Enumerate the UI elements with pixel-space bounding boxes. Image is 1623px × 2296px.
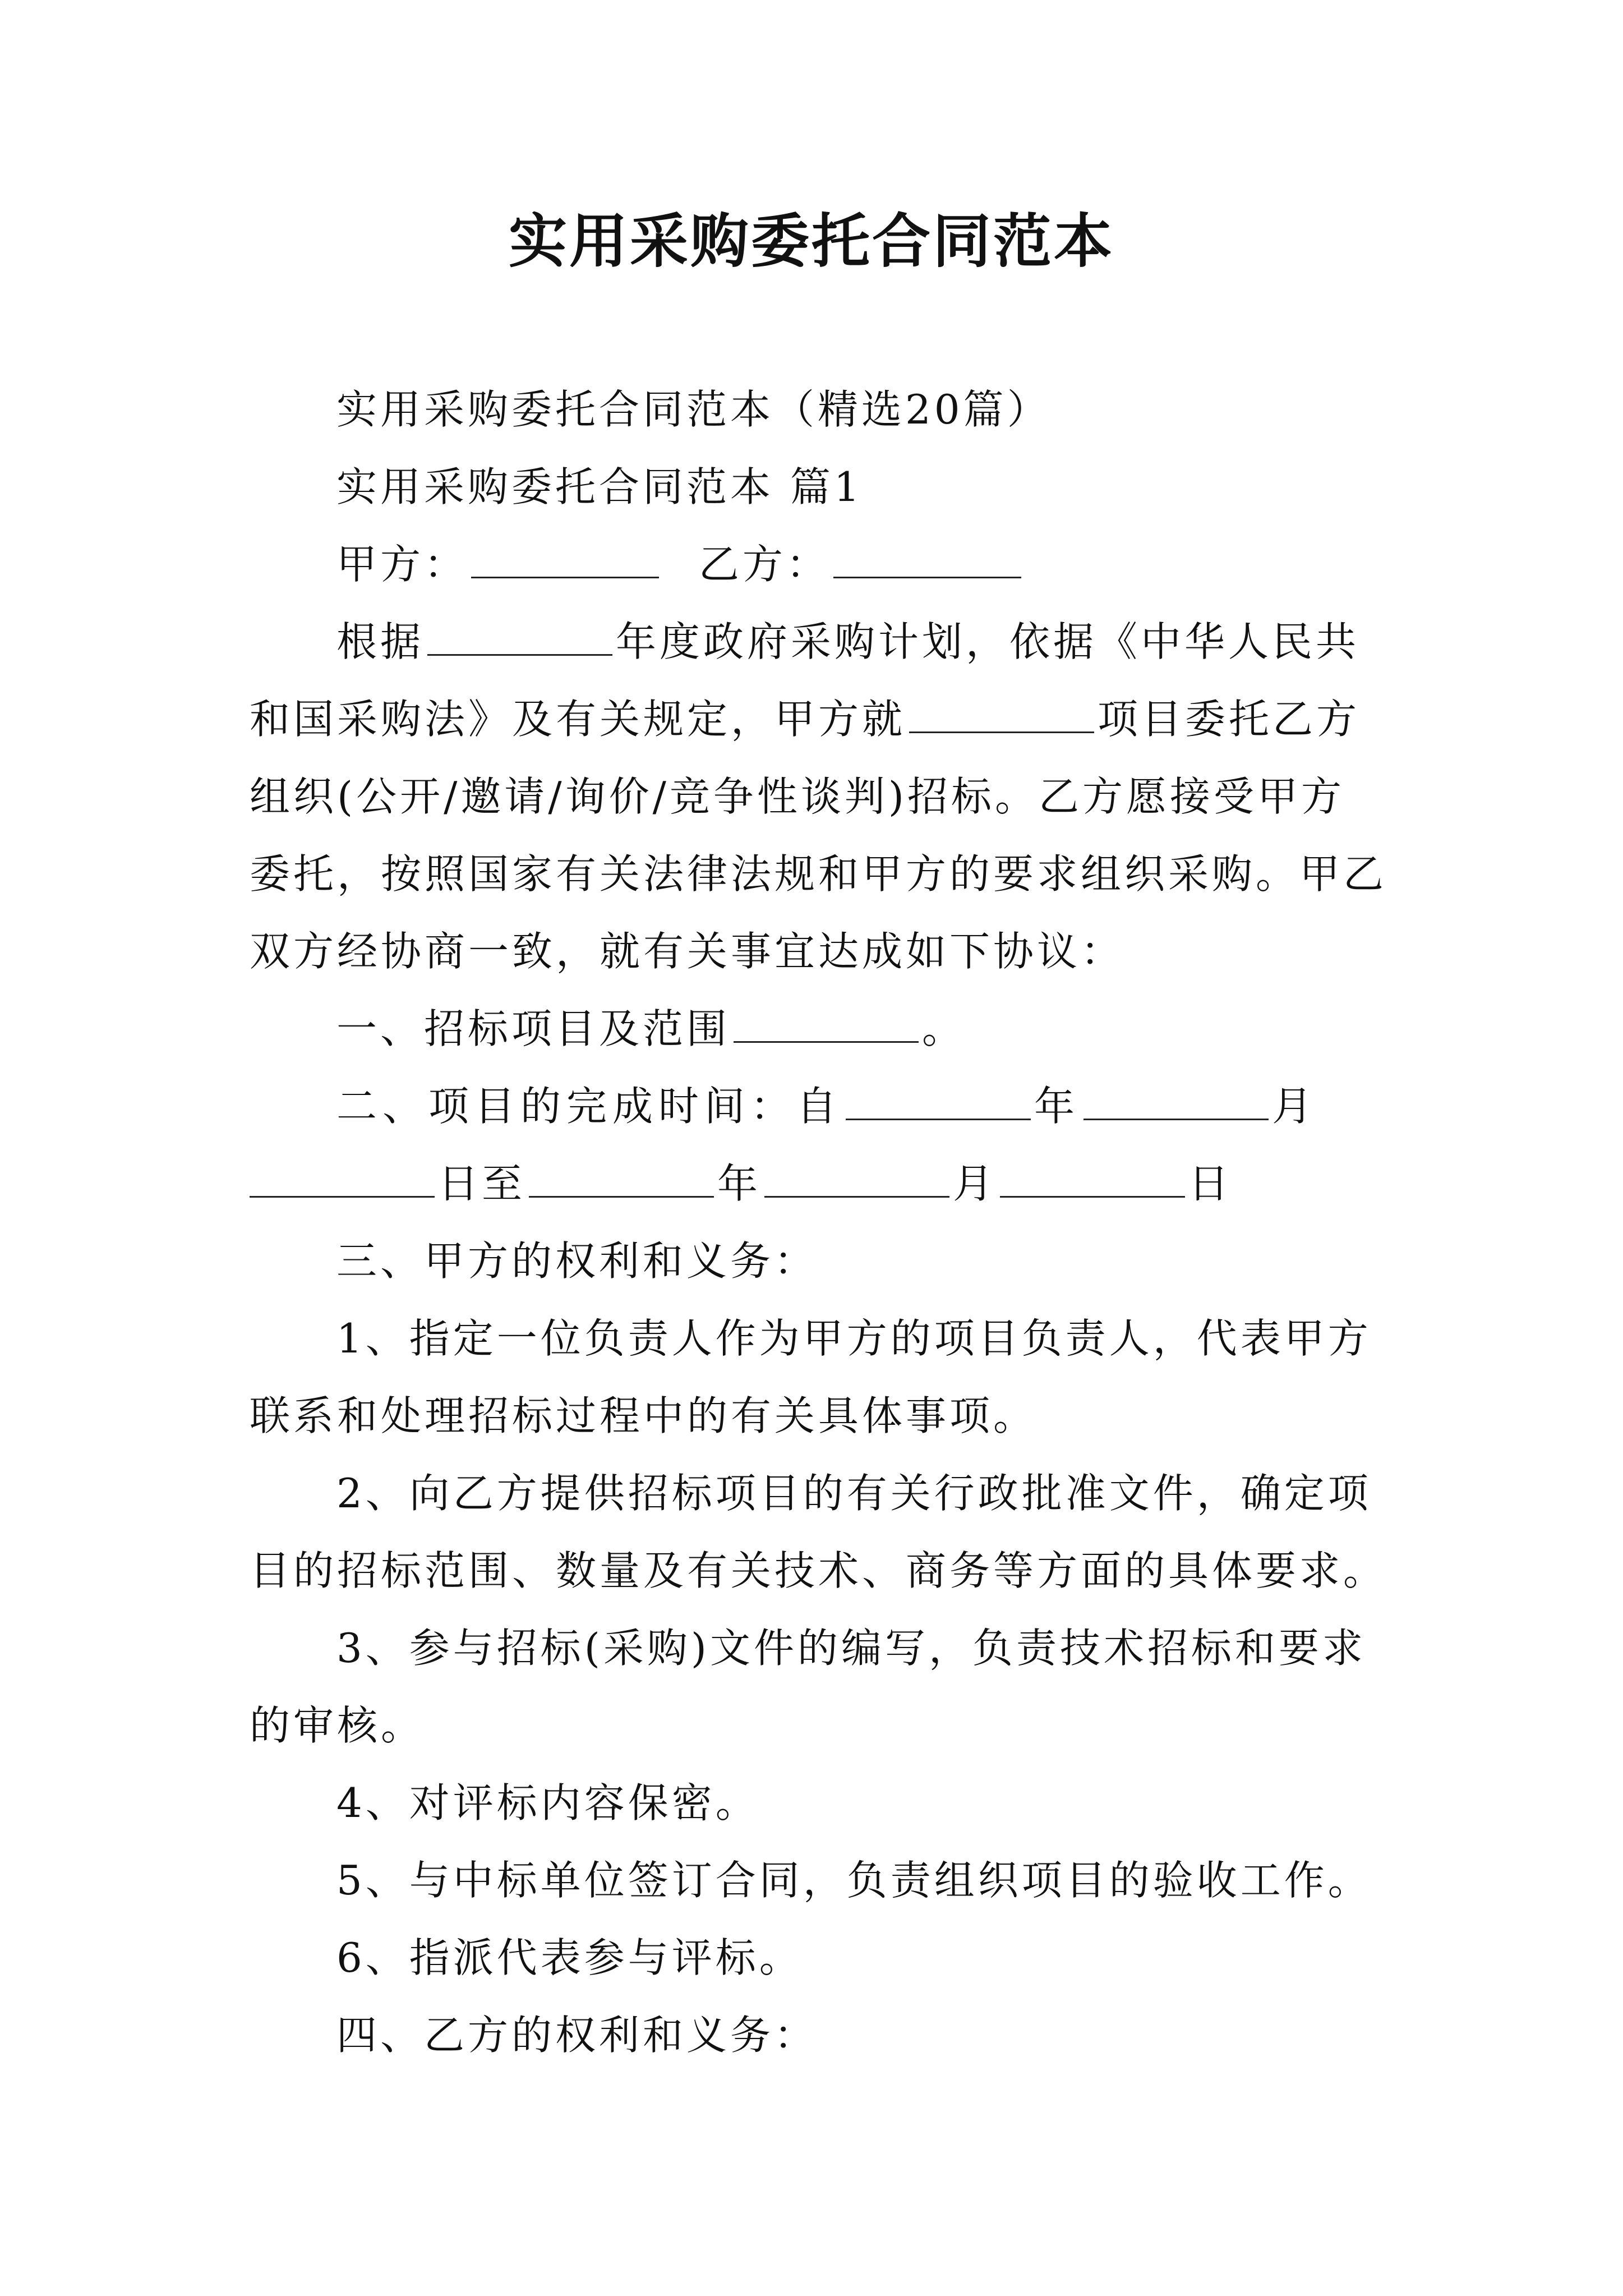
clause-2-line-2 bbox=[250, 1156, 1427, 1212]
end-year-blank bbox=[529, 1161, 714, 1198]
intro-line-4: 委托，按照国家有关法律法规和甲方的要求组织采购。甲乙 bbox=[250, 850, 1387, 898]
document-title: 实用采购委托合同范本 bbox=[508, 206, 1114, 275]
clause-3-item-2-line-2: 目的招标范围、数量及有关技术、商务等方面的具体要求。 bbox=[250, 1547, 1387, 1594]
intro-line-5: 双方经协商一致，就有关事宜达成如下协议： bbox=[250, 928, 1125, 975]
day-label: 日 bbox=[1188, 1160, 1233, 1207]
party-a-label: 甲方： bbox=[336, 541, 468, 588]
clause-1-end: 。 bbox=[922, 1005, 966, 1052]
intro-text: 和国采购法》及有关规定，甲方就 bbox=[250, 696, 906, 743]
year-blank bbox=[427, 619, 612, 656]
day-to-label: 日至 bbox=[438, 1160, 526, 1207]
party-b-label: 乙方： bbox=[698, 541, 830, 588]
year-label: 年 bbox=[1034, 1083, 1081, 1130]
intro-text: 项目委托乙方 bbox=[1098, 696, 1361, 743]
intro-text: 年度政府采购计划，依据《中华人民共 bbox=[616, 618, 1360, 665]
start-month-blank bbox=[1083, 1084, 1269, 1120]
intro-line-1 bbox=[336, 614, 1514, 670]
clause-3-item-4: 4、对评标内容保密。 bbox=[336, 1779, 759, 1826]
parties-line bbox=[336, 536, 1514, 592]
intro-line-3: 组织(公开/邀请/询价/竞争性谈判)招标。乙方愿接受甲方 bbox=[250, 773, 1345, 820]
clause-3-item-2-line-1: 2、向乙方提供招标项目的有关行政批准文件，确定项 bbox=[336, 1470, 1372, 1517]
clause-3-item-3-line-2: 的审核。 bbox=[250, 1702, 425, 1749]
clause-1-text: 一、招标项目及范围 bbox=[336, 1005, 731, 1052]
section-heading: 实用采购委托合同范本 篇1 bbox=[336, 463, 863, 510]
clause-3-item-6: 6、指派代表参与评标。 bbox=[336, 1934, 803, 1981]
project-blank bbox=[909, 697, 1094, 733]
clause-3-item-1-line-2: 联系和处理招标过程中的有关具体事项。 bbox=[250, 1392, 1038, 1439]
month-label: 月 bbox=[1272, 1083, 1318, 1130]
year-label: 年 bbox=[717, 1160, 762, 1207]
intro-line-2 bbox=[250, 691, 1427, 747]
clause-3-item-3-line-1: 3、参与招标(采购)文件的编写，负责技术招标和要求 bbox=[336, 1625, 1366, 1672]
clause-4-heading: 四、乙方的权利和义务： bbox=[336, 2012, 818, 2059]
clause-3-item-5: 5、与中标单位签订合同，负责组织项目的验收工作。 bbox=[336, 1857, 1372, 1904]
subtitle: 实用采购委托合同范本（精选20篇） bbox=[336, 386, 1051, 433]
clause-1 bbox=[336, 1001, 1514, 1057]
party-a-blank bbox=[471, 542, 659, 578]
clause-3-heading: 三、甲方的权利和义务： bbox=[336, 1237, 818, 1285]
month-label: 月 bbox=[953, 1160, 997, 1207]
end-month-blank bbox=[764, 1161, 949, 1198]
end-day-blank bbox=[1000, 1161, 1185, 1198]
start-day-blank bbox=[250, 1161, 435, 1198]
party-b-blank bbox=[833, 542, 1021, 578]
clause-3-item-1-line-1: 1、指定一位负责人作为甲方的项目负责人，代表甲方 bbox=[336, 1315, 1372, 1362]
clause-2-text: 二、项目的完成时间：自 bbox=[336, 1083, 843, 1130]
start-year-blank bbox=[846, 1084, 1031, 1120]
scope-blank bbox=[734, 1006, 919, 1043]
intro-text: 根据 bbox=[336, 618, 425, 665]
clause-2-line-1 bbox=[336, 1078, 1514, 1134]
